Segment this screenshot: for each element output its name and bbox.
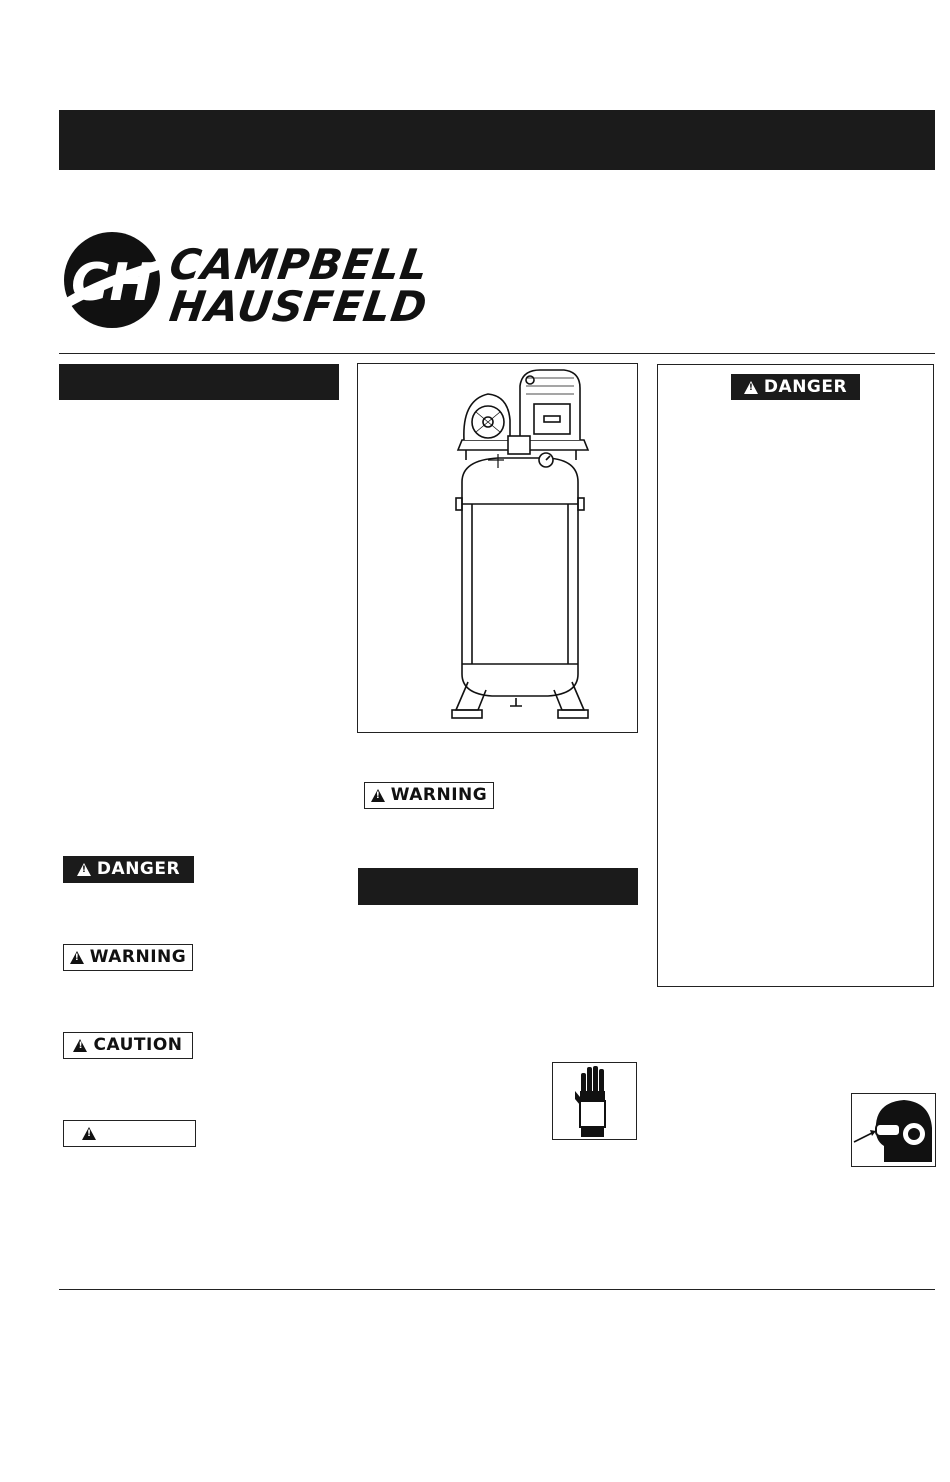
divider-bottom [59,1289,935,1290]
warning-triangle-icon [73,1039,87,1052]
eye-ear-protection-pictogram [851,1093,936,1167]
danger-signal-text: DANGER [763,376,848,397]
gloves-pictogram [552,1062,637,1140]
brand-name-line-1: CAMPBELL [166,240,432,289]
warning-legend-text: WARNING [89,947,187,967]
warning-triangle-icon [371,789,385,802]
warning-triangle-icon [77,863,91,876]
compressor-illustration [357,363,638,733]
warning-signal-text: WARNING [390,785,488,805]
notice-legend-label [63,1120,196,1147]
danger-notice-box [657,364,934,987]
warning-triangle-icon [82,1127,96,1140]
campbell-hausfeld-logo [62,228,482,332]
danger-signal-label [731,374,860,400]
air-compressor-image [358,364,637,732]
middle-section-header-bar [358,868,638,905]
warning-signal-label [364,782,494,809]
danger-legend-label [63,856,194,883]
warning-triangle-icon [744,381,758,394]
safety-goggles-earmuffs-icon [852,1094,935,1166]
left-section-header-bar [59,364,339,400]
caution-legend-text: CAUTION [93,1035,183,1055]
header-banner [59,110,935,170]
gloves-icon [553,1063,636,1139]
danger-legend-text: DANGER [96,859,181,879]
divider-top [59,353,935,354]
warning-triangle-icon [70,951,84,964]
warning-legend-label [63,944,193,971]
svg-text:CH: CH [71,253,153,313]
caution-legend-label [63,1032,193,1059]
ch-logo-mark [62,228,166,332]
brand-name-line-2: HAUSFELD [166,282,431,331]
